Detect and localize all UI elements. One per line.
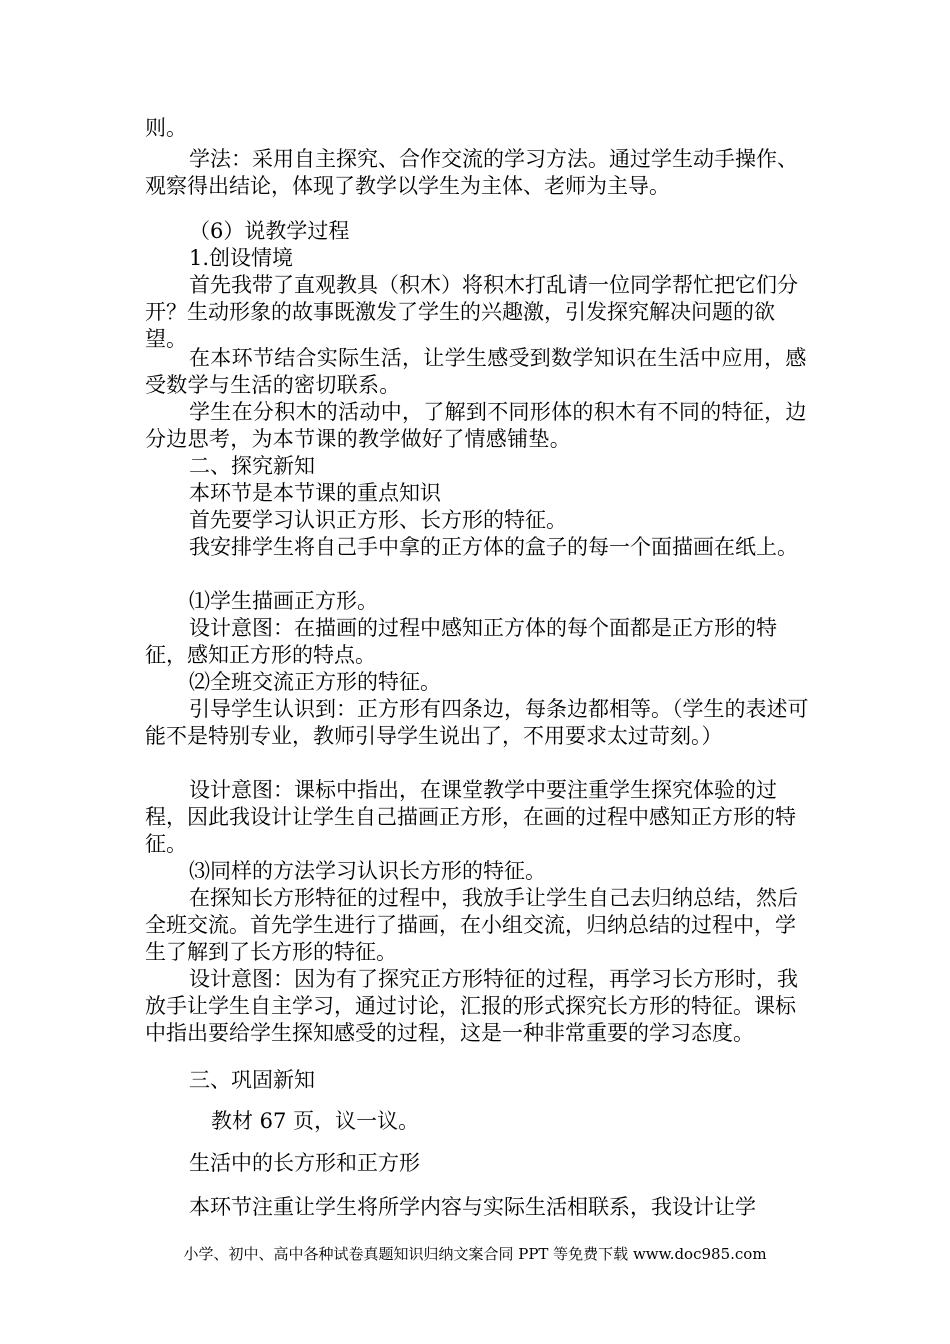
paragraph: 教材 67 页，议一议。: [211, 1109, 420, 1133]
paragraph: 学法：采用自主探究、合作交流的学习方法。通过学生动手操作、观察得出结论，体现了教学以学生为主体、老师为主导。: [145, 147, 798, 198]
section-heading: 三、巩固新知: [189, 1068, 315, 1092]
paragraph: 首先我带了直观教具（积木）将积木打乱请一位同学帮忙把它们分开？生动形象的故事既激发了学生的兴趣激，引发探究解决问题的欲望。: [145, 273, 798, 351]
paragraph: 设计意图：在描画的过程中感知正方体的每个面都是正方形的特征，感知正方形的特点。: [145, 616, 777, 667]
subsection-heading: 1.创设情境: [189, 246, 294, 270]
paragraph: 则。: [145, 116, 187, 140]
section-heading: （6）说教学过程: [189, 219, 350, 243]
list-item: ⑵全班交流正方形的特征。: [189, 670, 441, 694]
paragraph: 设计意图：课标中指出，在课堂教学中要注重学生探究体验的过程，因此我设计让学生自己描画正方形，在画的过程中感知正方形的特征。: [145, 778, 796, 856]
page-footer: 小学、初中、高中各种试卷真题知识归纳文案合同 PPT 等免费下载 www.doc985.com: [183, 1245, 767, 1263]
paragraph: 在探知长方形特征的过程中，我放手让学生自己去归纳总结，然后全班交流。首先学生进行了描画，在小组交流，归纳总结的过程中，学生了解到了长方形的特征。: [145, 886, 798, 964]
paragraph: 引导学生认识到：正方形有四条边，每条边都相等。（学生的表述可能不是特别专业，教师引导学生说出了，不用要求太过苛刻。）: [145, 697, 809, 748]
paragraph: 设计意图：因为有了探究正方形特征的过程，再学习长方形时，我放手让学生自主学习，通过讨论，汇报的形式探究长方形的特征。课标中指出要给学生探知感受的过程，这是一种非常重要的学习态度。: [145, 967, 798, 1045]
paragraph: 首先要学习认识正方形、长方形的特征。: [189, 508, 567, 532]
paragraph: 我安排学生将自己手中拿的正方体的盒子的每一个面描画在纸上。: [189, 535, 798, 559]
paragraph: 本环节是本节课的重点知识: [189, 481, 441, 505]
list-item: ⑶同样的方法学习认识长方形的特征。: [189, 859, 546, 883]
paragraph: 本环节注重让学生将所学内容与实际生活相联系，我设计让学: [189, 1195, 756, 1219]
paragraph: 在本环节结合实际生活，让学生感受到数学知识在生活中应用，感受数学与生活的密切联系。: [145, 346, 807, 397]
list-item: ⑴学生描画正方形。: [189, 589, 378, 613]
paragraph: 学生在分积木的活动中，了解到不同形体的积木有不同的特征，边分边思考，为本节课的教学做好了情感铺垫。: [145, 400, 807, 451]
paragraph: 生活中的长方形和正方形: [189, 1151, 420, 1175]
section-heading: 二、探究新知: [189, 454, 315, 478]
